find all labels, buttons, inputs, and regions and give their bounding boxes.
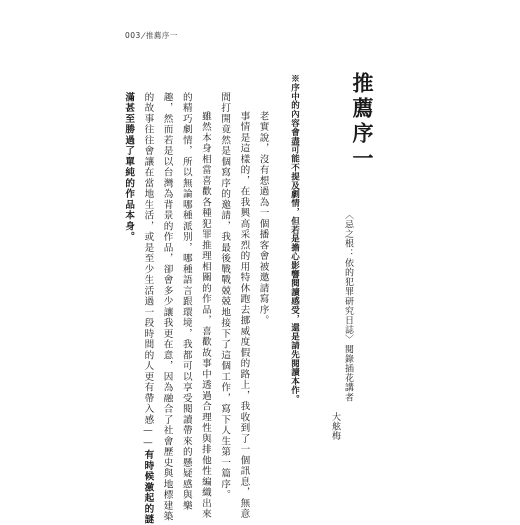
spoiler-note: ※序中的內容會盡可能不提及劇情，但若是擔心影響閱讀感受，還是請先閱讀本作。	[289, 74, 300, 404]
body-line-text: 事情是這樣的，在我興高采烈的用特休跑去挪威度假的路上，我收到了一個訊息，無意	[238, 111, 250, 520]
body-line-text: 老實說，沒有想過為一個播客會被邀請寫序。	[257, 111, 269, 326]
body-line	[181, 92, 191, 511]
body-line	[124, 92, 134, 243]
body-line	[239, 111, 249, 520]
body-line-text: 間打開竟然是個寫序的邀請，我最後戰戰兢兢地接下了這個工作，寫下人生第一篇序。	[219, 92, 231, 501]
body-line-text: 的精巧劇情，所以無論哪種派別，哪種語言跟環境，我都可以享受閱讀帶來的懸疑感與樂	[180, 92, 192, 512]
body-line-emphasis: 有時候激起的謎	[142, 449, 154, 525]
author-name: 大舷梅	[330, 412, 340, 441]
body-line	[143, 92, 153, 525]
body-line	[220, 92, 230, 501]
body-line-text: 的故事往往會讓在當地生活，或是至少生活過一段時間的人更有帶入感——	[142, 92, 154, 450]
author-affiliation: 〈忌之根：依的犯罪研究日誌〉閱錄插花講者	[343, 210, 353, 402]
body-line	[162, 92, 172, 522]
body-line-text: 趣，然而若是以台灣為背景的作品，卻會多少讓我更在意，因為融合了社會歷史與地標建築	[161, 92, 173, 522]
body-line-text: 雖然本身相當喜歡各種犯罪推理相關的作品，喜歡故事中透過合理性與排他性編織出來	[199, 111, 211, 520]
page-title: 推薦序一	[350, 72, 375, 172]
header-separator: /	[140, 31, 147, 40]
header-section-title: 推薦序一	[145, 31, 178, 40]
body-line	[200, 111, 210, 520]
running-header	[125, 30, 178, 41]
body-line	[258, 111, 268, 326]
body-line-emphasis: 滿甚至勝過了單純的作品本身。	[123, 92, 135, 243]
page-number: 003	[125, 31, 141, 40]
